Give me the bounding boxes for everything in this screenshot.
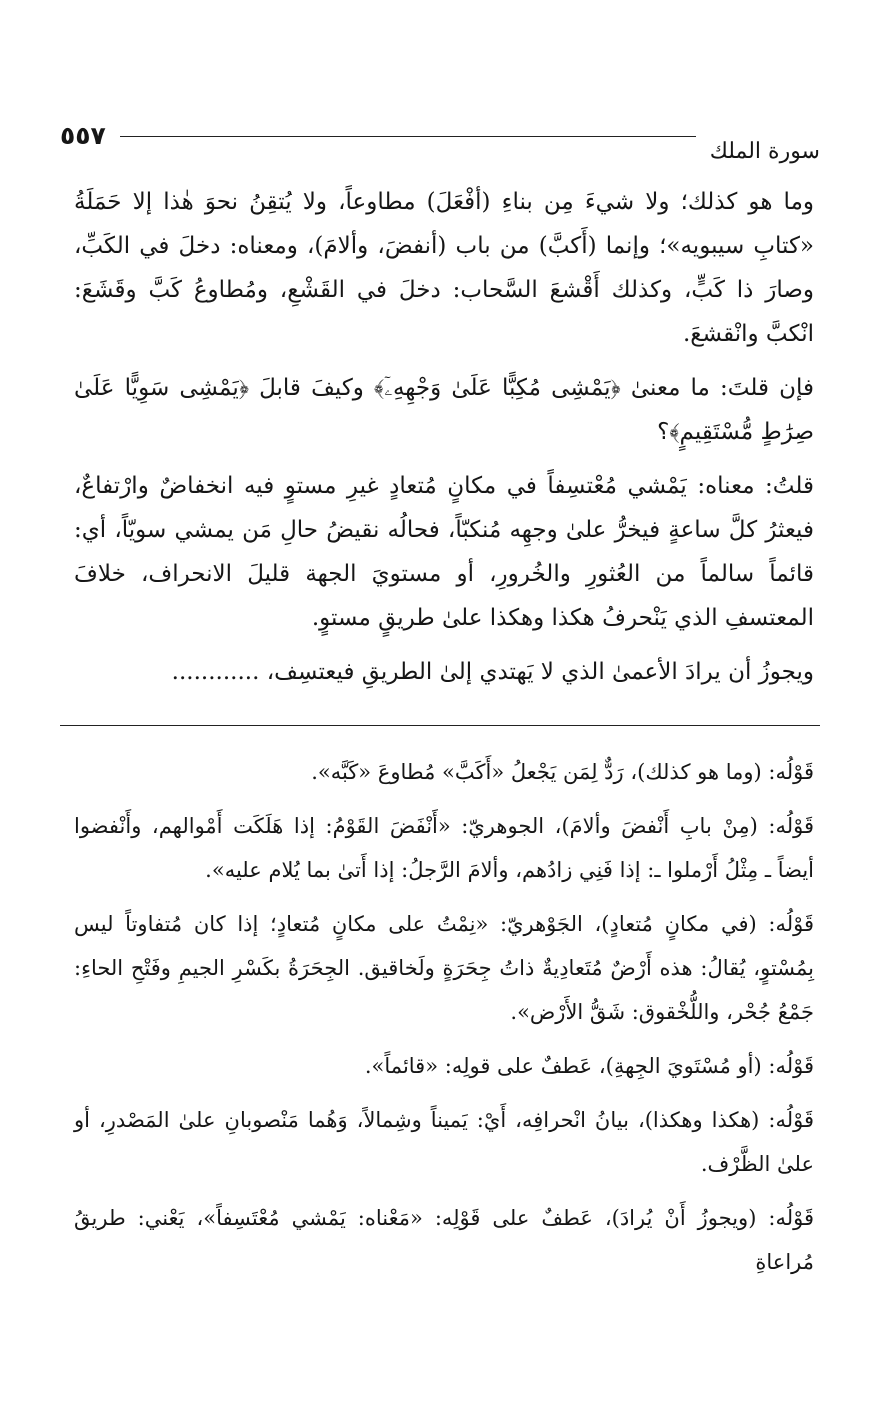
- page-header: [60, 121, 820, 170]
- main-paragraph: ويجوزُ أن يرادَ الأعمىٰ الذي لا يَهتدي إلىٰ الطريقِ فيعتسِف، ............: [171, 659, 814, 685]
- header-rule: [120, 136, 696, 137]
- main-paragraph: فإن قلتَ: ما معنىٰ ﴿يَمْشِى مُكِبًّا عَلَىٰ وَجْهِهِۦٓ﴾ وكيفَ قابلَ ﴿يَمْشِى سَوِيًّا عَلَىٰ صِرَٰطٍ مُّسْتَقِيمٍ﴾؟: [74, 375, 814, 445]
- commentary-notes: [74, 750, 814, 1294]
- note-paragraph: قَوْلُه: (في مكانٍ مُتعادٍ)، الجَوْهريّ: «نِمْتُ على مكانٍ مُتعادٍ؛ إذا كان مُتفاوتاً ليس بِمُسْتوٍ، يُقالُ: هذه أَرْضٌ مُتَعادِيةٌ ذاتُ جِحَرَةٍ ولَخاقيق. الجِحَرَةُ بكَسْرِ الجيمِ وفَتْحِ الحاءِ: جَمْعُ جُحْر، واللُّخْقوق: شَقُّ الأَرْض».: [74, 912, 814, 1024]
- note-paragraph: قَوْلُه: (ويجوزُ أَنْ يُرادَ)، عَطفٌ على قَوْلِه: «مَعْناه: يَمْشي مُعْتَسِفاً»، يَعْني: طريقُ مُراعاةِ: [74, 1206, 814, 1274]
- note-paragraph: قَوْلُه: (مِنْ بابِ أَنْفضَ وألامَ)، الجوهريّ: «أَنْفَضَ القَوْمُ: إذا هَلَكَت أَمْوالهم، وأَنْفضوا أيضاً ـ مِثْلُ أَرْملوا ـ: إذا فَنِي زادُهم، وألامَ الرَّجلُ: إذا أَتىٰ بما يُلام عليه».: [74, 814, 814, 882]
- page-number: ٥٥٧: [60, 121, 106, 150]
- note-paragraph: قَوْلُه: (أو مُسْتَويَ الجِهةِ)، عَطفٌ على قولِه: «قائماً».: [364, 1054, 814, 1078]
- main-paragraph: وما هو كذلك؛ ولا شيءَ مِن بناءِ (أفْعَلَ) مطاوعاً، ولا يُتقِنُ نحوَ هٰذا إلا حَمَلَةُ «كتابِ سيبويه»؛ وإنما (أَكبَّ) من باب (أنفضَ، وألامَ)، ومعناه: دخلَ في الكَبِّ، وصارَ ذا كَبٍّ، وكذلك أَقْشعَ السَّحاب: دخلَ في القَشْعِ، ومُطاوعُ كَبَّ وقَشَعَ: انْكبَّ وانْقشعَ.: [74, 189, 814, 347]
- main-text: [74, 180, 814, 704]
- note-paragraph: قَوْلُه: (هكذا وهكذا)، بيانُ انْحرافِه، أَيْ: يَميناً وشِمالاً، وَهُما مَنْصوبانِ علىٰ المَصْدرِ، أو علىٰ الظَّرْف.: [74, 1108, 814, 1176]
- footnote-divider: [60, 725, 820, 726]
- main-paragraph: قلتُ: معناه: يَمْشي مُعْتسِفاً في مكانٍ مُتعادٍ غيرِ مستوٍ فيه انخفاضٌ وارْتفاعٌ، فيعثرُ كلَّ ساعةٍ فيخرُّ علىٰ وجهِه مُنكبّاً، فحالُه نقيضُ حالِ مَن يمشي سويّاً، أي: قائماً سالماً من العُثورِ والخُرورِ، أو مستويَ الجهة قليلَ الانحراف، خلافَ المعتسفِ الذي يَنْحرفُ هكذا وهكذا علىٰ طريقٍ مستوٍ.: [74, 473, 814, 631]
- surah-title: سورة الملك: [709, 139, 820, 164]
- note-paragraph: قَوْلُه: (وما هو كذلك)، رَدٌّ لِمَن يَجْعلُ «أَكَبَّ» مُطاوعَ «كَبَّه».: [311, 760, 814, 784]
